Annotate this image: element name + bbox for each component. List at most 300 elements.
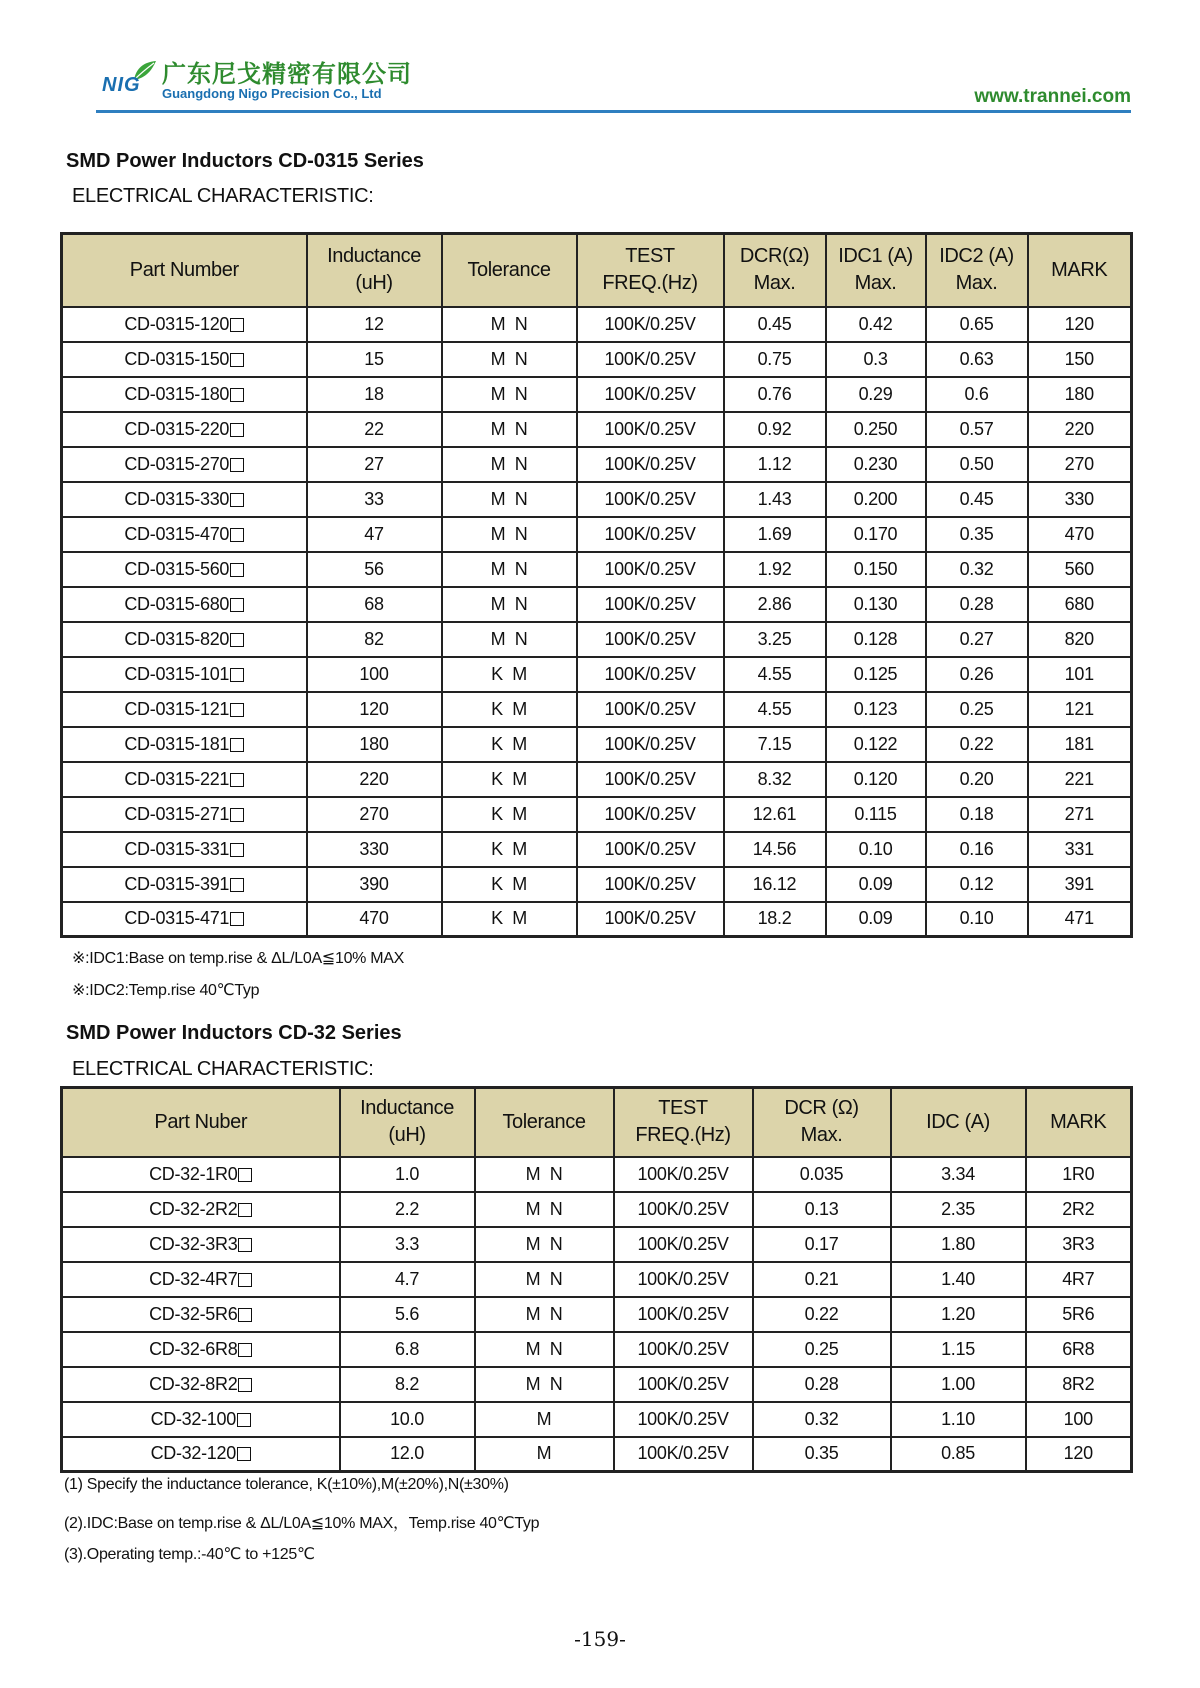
table-cell <box>577 762 724 797</box>
table-cell <box>1028 517 1132 552</box>
cell-text: 100K/0.25V <box>604 523 696 544</box>
tolerance-box-icon <box>230 528 244 542</box>
cell-text: 391 <box>1064 873 1094 894</box>
tolerance-box-icon <box>238 1168 252 1182</box>
cell-text: 1.10 <box>941 1408 975 1429</box>
table-row <box>62 1332 1132 1367</box>
cell-text: 100K/0.25V <box>604 908 696 929</box>
cell-text: 471 <box>1064 908 1094 929</box>
cell-text: 0.122 <box>853 733 898 754</box>
table-row <box>62 517 1132 552</box>
tolerance-box-icon <box>230 878 244 892</box>
table-cell <box>1026 1262 1132 1297</box>
cell-text: 1.20 <box>941 1303 975 1324</box>
column-header <box>307 234 442 307</box>
tolerance-box-icon <box>237 1413 251 1427</box>
part-number-cell <box>62 1192 340 1227</box>
table-cell <box>1028 552 1132 587</box>
cell-text: 100K/0.25V <box>604 383 696 404</box>
table-cell <box>891 1437 1026 1472</box>
cell-text: 0.32 <box>959 558 994 579</box>
table-cell <box>1028 622 1132 657</box>
column-header <box>340 1088 475 1157</box>
cell-text: M <box>536 1408 552 1429</box>
table-row <box>62 657 1132 692</box>
cell-text: 680 <box>1064 593 1094 614</box>
table-cell <box>826 867 926 902</box>
cell-text: 100K/0.25V <box>604 803 696 824</box>
cell-text: 0.123 <box>853 698 898 719</box>
column-header-text: (uH) <box>388 1124 426 1147</box>
cell-text: M N <box>525 1303 563 1324</box>
cell-text: 82 <box>364 628 384 649</box>
table-cell <box>475 1227 614 1262</box>
tolerance-box-icon <box>230 843 244 857</box>
cell-text: 331 <box>1064 838 1094 859</box>
table-cell <box>1028 307 1132 342</box>
table-cell <box>340 1297 475 1332</box>
cell-text: 100K/0.25V <box>604 313 696 334</box>
table-cell <box>926 587 1028 622</box>
table-cell <box>826 552 926 587</box>
column-header-text: (uH) <box>355 272 393 295</box>
table-cell <box>724 657 826 692</box>
column-header <box>1028 234 1132 307</box>
tolerance-box-icon <box>230 703 244 717</box>
table-cell <box>442 797 577 832</box>
table-cell <box>724 762 826 797</box>
table-cell <box>724 902 826 937</box>
cell-text: 100K/0.25V <box>604 593 696 614</box>
table-cell <box>724 412 826 447</box>
cell-text: 180 <box>1064 383 1094 404</box>
table-cell <box>926 692 1028 727</box>
cell-text: 0.200 <box>853 488 898 509</box>
cell-text: 1.80 <box>941 1233 975 1254</box>
table-cell <box>307 762 442 797</box>
table-cell <box>577 517 724 552</box>
column-header-text: MARK <box>1051 258 1108 281</box>
table-cell <box>753 1157 891 1192</box>
table-cell <box>307 377 442 412</box>
table-cell <box>826 832 926 867</box>
tolerance-box-icon <box>230 773 244 787</box>
table-cell <box>614 1262 753 1297</box>
column-header-text: Part Number <box>129 258 239 281</box>
part-number-cell <box>62 482 307 517</box>
table-cell <box>1026 1332 1132 1367</box>
cell-text: 121 <box>1064 698 1094 719</box>
cell-text: 100 <box>359 663 389 684</box>
table-cell <box>926 797 1028 832</box>
table-cell <box>826 587 926 622</box>
cell-text: CD-32-1R0 <box>149 1163 238 1184</box>
page-header <box>96 54 1131 112</box>
cell-text: 1.0 <box>394 1163 420 1184</box>
cell-text: 33 <box>364 488 384 509</box>
part-number-cell <box>62 1402 340 1437</box>
table-cell <box>577 832 724 867</box>
cell-text: CD-32-6R8 <box>149 1338 238 1359</box>
cell-text: CD-32-2R2 <box>149 1198 238 1219</box>
cell-text: 0.35 <box>804 1443 839 1464</box>
cell-text: 120 <box>1063 1443 1093 1464</box>
cell-text: 0.42 <box>858 313 893 334</box>
column-header-text: IDC (A) <box>926 1110 990 1133</box>
part-number-cell <box>62 867 307 902</box>
table-cell <box>753 1192 891 1227</box>
table-row <box>62 552 1132 587</box>
cell-text: 16.12 <box>752 873 797 894</box>
cell-text: 0.76 <box>757 383 792 404</box>
table-cell <box>442 622 577 657</box>
column-header <box>442 234 577 307</box>
table-row <box>62 762 1132 797</box>
cell-text: 8.2 <box>394 1373 420 1394</box>
table-cell <box>826 797 926 832</box>
table-cell <box>307 902 442 937</box>
table-cell <box>724 307 826 342</box>
column-header-text: DCR (Ω) <box>784 1097 859 1120</box>
cell-text: M N <box>490 313 528 334</box>
series2-note-1: (1) Specify the inductance tolerance, K(±10%),M(±20%),N(±30%) <box>64 1476 509 1493</box>
cell-text: CD-0315-560 <box>124 558 230 579</box>
cell-text: M N <box>490 488 528 509</box>
table-row <box>62 1297 1132 1332</box>
cell-text: 12.0 <box>390 1443 424 1464</box>
cell-text: M N <box>525 1373 563 1394</box>
table-cell <box>307 797 442 832</box>
tolerance-box-icon <box>230 633 244 647</box>
cell-text: 0.25 <box>959 698 994 719</box>
cell-text: 100K/0.25V <box>604 488 696 509</box>
table-cell <box>577 587 724 622</box>
cell-text: 0.28 <box>959 593 994 614</box>
cell-text: 270 <box>359 803 389 824</box>
table-cell <box>1028 902 1132 937</box>
cell-text: 0.92 <box>757 418 792 439</box>
table-cell <box>442 447 577 482</box>
table-cell <box>614 1332 753 1367</box>
table-cell <box>1028 832 1132 867</box>
table-cell <box>926 377 1028 412</box>
cell-text: M N <box>490 383 528 404</box>
table-cell <box>577 622 724 657</box>
tolerance-box-icon <box>238 1378 252 1392</box>
cell-text: CD-0315-271 <box>124 803 230 824</box>
cell-text: 12 <box>364 313 384 334</box>
table-cell <box>891 1402 1026 1437</box>
column-header-text: IDC1 (A) <box>838 245 913 268</box>
cell-text: 1.69 <box>757 523 792 544</box>
column-header-text: Part Nuber <box>154 1110 248 1133</box>
tolerance-box-icon <box>230 563 244 577</box>
table-cell <box>307 867 442 902</box>
cell-text: K M <box>491 873 527 894</box>
cell-text: 181 <box>1064 733 1094 754</box>
cell-text: M N <box>490 418 528 439</box>
table-cell <box>442 342 577 377</box>
table-cell <box>577 307 724 342</box>
cell-text: 2.86 <box>757 593 792 614</box>
column-header-text: Inductance <box>360 1097 454 1120</box>
table-cell <box>724 482 826 517</box>
table-cell <box>753 1227 891 1262</box>
cell-text: 100K/0.25V <box>604 733 696 754</box>
cell-text: 0.27 <box>959 628 994 649</box>
cell-text: CD-32-120 <box>150 1443 236 1464</box>
table-cell <box>826 517 926 552</box>
table-cell <box>577 552 724 587</box>
table-cell <box>926 342 1028 377</box>
series1-note-1: ※:IDC1:Base on temp.rise & ΔL/L0A≦10% MAX <box>72 950 405 967</box>
part-number-cell <box>62 342 307 377</box>
table-cell <box>724 727 826 762</box>
cell-text: 4R7 <box>1062 1268 1095 1289</box>
table-cell <box>307 622 442 657</box>
cell-text: 0.120 <box>853 768 898 789</box>
cell-text: M N <box>525 1338 563 1359</box>
column-header-text: Max. <box>854 272 897 295</box>
table-cell <box>753 1437 891 1472</box>
cell-text: M N <box>525 1268 563 1289</box>
table-row <box>62 622 1132 657</box>
table-cell <box>1028 587 1132 622</box>
table-cell <box>826 342 926 377</box>
table-cell <box>1026 1297 1132 1332</box>
cell-text: CD-0315-221 <box>124 768 230 789</box>
cell-text: 2R2 <box>1062 1198 1095 1219</box>
table-row <box>62 1367 1132 1402</box>
table-cell <box>826 622 926 657</box>
table-cell <box>926 867 1028 902</box>
tolerance-box-icon <box>238 1238 252 1252</box>
cell-text: 100K/0.25V <box>604 348 696 369</box>
cell-text: 560 <box>1064 558 1094 579</box>
cell-text: 2.2 <box>394 1198 420 1219</box>
cell-text: 330 <box>1064 488 1094 509</box>
cell-text: K M <box>491 838 527 859</box>
table-cell <box>614 1402 753 1437</box>
table-cell <box>724 377 826 412</box>
part-number-cell <box>62 622 307 657</box>
table-cell <box>724 692 826 727</box>
table-cell <box>307 482 442 517</box>
column-header <box>577 234 724 307</box>
cell-text: 0.50 <box>959 453 994 474</box>
table-cell <box>1028 447 1132 482</box>
column-header <box>753 1088 891 1157</box>
cell-text: 100K/0.25V <box>604 838 696 859</box>
tolerance-box-icon <box>238 1273 252 1287</box>
cell-text: K M <box>491 733 527 754</box>
cell-text: 15 <box>364 348 384 369</box>
table-cell <box>307 692 442 727</box>
column-header <box>475 1088 614 1157</box>
cell-text: 100K/0.25V <box>604 698 696 719</box>
cell-text: 0.75 <box>757 348 792 369</box>
table-cell <box>442 832 577 867</box>
part-number-cell <box>62 762 307 797</box>
table-cell <box>577 727 724 762</box>
table-row <box>62 692 1132 727</box>
cell-text: 0.45 <box>757 313 792 334</box>
column-header-text: TEST <box>625 245 675 268</box>
cell-text: 220 <box>359 768 389 789</box>
cell-text: 1.00 <box>941 1373 975 1394</box>
cell-text: CD-32-8R2 <box>149 1373 238 1394</box>
company-name-en: Guangdong Nigo Precision Co., Ltd <box>162 86 382 101</box>
series1-spec-table <box>60 232 1133 938</box>
table-cell <box>577 482 724 517</box>
part-number-cell <box>62 447 307 482</box>
table-row <box>62 342 1132 377</box>
tolerance-box-icon <box>230 808 244 822</box>
cell-text: 470 <box>359 908 389 929</box>
cell-text: CD-0315-680 <box>124 593 230 614</box>
cell-text: 100K/0.25V <box>604 663 696 684</box>
cell-text: 271 <box>1064 803 1094 824</box>
column-header <box>926 234 1028 307</box>
column-header <box>724 234 826 307</box>
column-header <box>62 234 307 307</box>
cell-text: 6.8 <box>394 1338 420 1359</box>
table-row <box>62 1157 1132 1192</box>
cell-text: 1R0 <box>1062 1163 1095 1184</box>
cell-text: 0.21 <box>804 1268 839 1289</box>
cell-text: CD-0315-330 <box>124 488 230 509</box>
series1-subtitle: ELECTRICAL CHARACTERISTIC: <box>72 185 374 207</box>
table-cell <box>753 1402 891 1437</box>
cell-text: 0.150 <box>853 558 898 579</box>
table-cell <box>614 1437 753 1472</box>
table-cell <box>614 1192 753 1227</box>
cell-text: CD-0315-471 <box>124 908 230 929</box>
table-cell <box>753 1297 891 1332</box>
table-cell <box>826 482 926 517</box>
cell-text: 0.16 <box>959 838 994 859</box>
table-cell <box>577 797 724 832</box>
table-cell <box>891 1262 1026 1297</box>
cell-text: K M <box>491 803 527 824</box>
table-cell <box>926 902 1028 937</box>
part-number-cell <box>62 517 307 552</box>
column-header <box>614 1088 753 1157</box>
table-row <box>62 727 1132 762</box>
company-logo <box>102 64 162 100</box>
cell-text: 100K/0.25V <box>637 1443 729 1464</box>
table-cell <box>826 762 926 797</box>
cell-text: 12.61 <box>752 803 797 824</box>
column-header-text: Max. <box>955 272 998 295</box>
table-cell <box>307 832 442 867</box>
table-cell <box>475 1297 614 1332</box>
cell-text: 100 <box>1063 1408 1093 1429</box>
cell-text: 0.115 <box>854 803 897 824</box>
table-row <box>62 797 1132 832</box>
cell-text: 0.125 <box>853 663 898 684</box>
table-cell <box>826 307 926 342</box>
tolerance-box-icon <box>230 318 244 332</box>
table-cell <box>577 692 724 727</box>
cell-text: 0.28 <box>804 1373 839 1394</box>
cell-text: 0.85 <box>941 1443 975 1464</box>
cell-text: CD-0315-820 <box>124 628 230 649</box>
table-cell <box>1028 377 1132 412</box>
cell-text: 3.25 <box>757 628 792 649</box>
table-cell <box>1028 412 1132 447</box>
cell-text: 820 <box>1064 628 1094 649</box>
series2-subtitle: ELECTRICAL CHARACTERISTIC: <box>72 1058 374 1080</box>
table-cell <box>307 517 442 552</box>
cell-text: 1.92 <box>757 558 792 579</box>
table-cell <box>724 622 826 657</box>
table-cell <box>826 377 926 412</box>
cell-text: CD-32-3R3 <box>149 1233 238 1254</box>
cell-text: 0.57 <box>959 418 994 439</box>
table-cell <box>340 1332 475 1367</box>
table-cell <box>307 447 442 482</box>
table-cell <box>926 552 1028 587</box>
cell-text: 0.29 <box>858 383 893 404</box>
table-cell <box>1026 1227 1132 1262</box>
cell-text: 5R6 <box>1062 1303 1095 1324</box>
table-cell <box>724 867 826 902</box>
cell-text: 100K/0.25V <box>604 453 696 474</box>
column-header <box>891 1088 1026 1157</box>
table-cell <box>340 1157 475 1192</box>
table-cell <box>926 447 1028 482</box>
tolerance-box-icon <box>230 912 244 926</box>
cell-text: 0.26 <box>959 663 994 684</box>
column-header-text: MARK <box>1050 1110 1107 1133</box>
cell-text: 0.18 <box>959 803 994 824</box>
cell-text: CD-0315-470 <box>124 523 230 544</box>
cell-text: 0.17 <box>804 1233 839 1254</box>
table-row <box>62 412 1132 447</box>
table-cell <box>442 657 577 692</box>
cell-text: 390 <box>359 873 389 894</box>
tolerance-box-icon <box>230 668 244 682</box>
table-row <box>62 902 1132 937</box>
cell-text: 3R3 <box>1062 1233 1095 1254</box>
cell-text: 0.35 <box>959 523 994 544</box>
table-row <box>62 377 1132 412</box>
cell-text: K M <box>491 908 527 929</box>
cell-text: 1.12 <box>757 453 792 474</box>
website-link[interactable]: www.trannei.com <box>974 86 1131 107</box>
table-cell <box>475 1367 614 1402</box>
column-header-text: Tolerance <box>467 258 551 281</box>
cell-text: M N <box>490 523 528 544</box>
table-cell <box>826 727 926 762</box>
tolerance-box-icon <box>238 1343 252 1357</box>
table-cell <box>475 1332 614 1367</box>
series1-title: SMD Power Inductors CD-0315 Series <box>66 150 424 172</box>
table-cell <box>1028 797 1132 832</box>
part-number-cell <box>62 692 307 727</box>
cell-text: M N <box>525 1163 563 1184</box>
table-cell <box>307 727 442 762</box>
column-header-text: FREQ.(Hz) <box>635 1124 731 1147</box>
tolerance-box-icon <box>238 1203 252 1217</box>
cell-text: CD-32-5R6 <box>149 1303 238 1324</box>
table-cell <box>926 307 1028 342</box>
part-number-cell <box>62 1332 340 1367</box>
cell-text: K M <box>491 663 527 684</box>
cell-text: 0.128 <box>853 628 898 649</box>
cell-text: 0.250 <box>853 418 898 439</box>
